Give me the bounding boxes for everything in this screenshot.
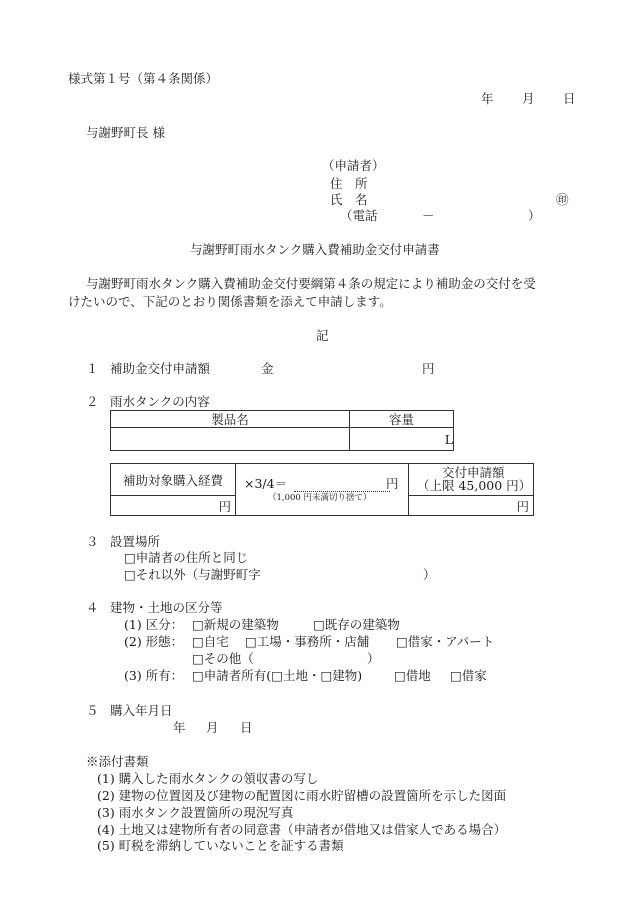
cost-label: 補助対象購入経費: [122, 472, 223, 488]
rounding-note: （1,000 円未満切り捨て）: [268, 493, 372, 503]
section3-number: ３: [86, 534, 99, 549]
intro-line-1: 与謝野町雨水タンク購入費補助金交付要綱第４条の規定により補助金の交付を受: [86, 276, 536, 291]
section2-number: ２: [86, 394, 99, 409]
category-new-checkbox[interactable]: □新規の建築物: [192, 617, 279, 632]
cost-box: [110, 463, 236, 516]
product-table: [110, 410, 454, 451]
document-title: 与謝野町雨水タンク購入費補助金交付申請書: [190, 242, 440, 257]
form-other-close: ）: [367, 651, 380, 666]
form-business-checkbox[interactable]: □工場・事務所・店舗: [245, 634, 370, 649]
category-existing-checkbox[interactable]: □既存の建築物: [313, 617, 400, 632]
purchase-month: 月: [206, 720, 219, 735]
intro-line-2: けたいので、下記のとおり関係書類を添えて申請します。: [68, 294, 392, 309]
section1-yen: 円: [422, 361, 435, 376]
attachment-item: (1) 購入した雨水タンクの領収書の写し: [97, 771, 319, 786]
section4-number: ４: [86, 600, 99, 615]
ownership-rented-house-checkbox[interactable]: □借家: [450, 668, 487, 683]
attachment-item: (5) 町税を滞納していないことを証する書類: [97, 838, 344, 853]
section1-number: １: [86, 361, 99, 376]
capacity-header: 容量: [388, 412, 414, 427]
product-name-cell[interactable]: [111, 428, 349, 450]
formula-unit: 円: [386, 476, 399, 491]
date-year: 年: [481, 91, 494, 106]
ownership-leased-land-checkbox[interactable]: □借地: [394, 668, 431, 683]
form-rental-checkbox[interactable]: □借家・アパート: [396, 634, 495, 649]
section1-label: 補助金交付申請額: [110, 361, 211, 376]
applicant-label: （申請者）: [322, 158, 385, 173]
section5-number: ５: [86, 703, 99, 718]
attachment-item: (3) 雨水タンク設置箇所の現況写真: [97, 805, 294, 820]
date-month: 月: [522, 91, 535, 106]
purchase-year: 年: [173, 720, 186, 735]
category-label: (1) 区分：: [124, 617, 184, 632]
apply-limit: （上限 45,000 円）: [417, 478, 532, 493]
ki-heading: 記: [316, 328, 329, 343]
section4-label: 建物・土地の区分等: [110, 600, 223, 615]
form-type-label: (2) 形態：: [124, 634, 184, 649]
ownership-self-checkbox[interactable]: □申請者所有(□土地・□建物): [192, 668, 363, 683]
addressee: 与謝野町長 様: [86, 125, 165, 140]
cost-unit: 円: [218, 498, 231, 514]
date-day: 日: [563, 91, 576, 106]
section2-label: 雨水タンクの内容: [110, 394, 210, 409]
purchase-day: 日: [240, 720, 253, 735]
section1-kin: 金: [261, 361, 274, 376]
address-label: 住 所: [330, 176, 368, 191]
seal-mark: ㊞: [556, 192, 569, 207]
apply-label: 交付申請額: [442, 465, 505, 480]
form-number: 様式第１号（第４条関係）: [68, 71, 219, 86]
section5-label: 購入年月日: [110, 703, 173, 718]
form-home-checkbox[interactable]: □自宅: [192, 634, 229, 649]
apply-unit: 円: [516, 498, 529, 514]
phone-close: ）: [528, 208, 541, 223]
ownership-label: (3) 所有：: [124, 668, 184, 683]
phone-label: （電話: [340, 208, 378, 223]
apply-box: [408, 463, 534, 516]
formula-box: [235, 463, 409, 516]
capacity-unit: L: [444, 431, 453, 447]
name-label: 氏 名: [330, 192, 368, 207]
form-other-checkbox[interactable]: □その他（: [192, 651, 254, 666]
section3-label: 設置場所: [110, 534, 161, 549]
product-name-header: 製品名: [211, 412, 249, 427]
location-other-close: ）: [423, 567, 436, 582]
location-other-checkbox[interactable]: □それ以外（与謝野町字: [124, 567, 261, 582]
attachments-title: ※添付書類: [86, 754, 149, 769]
location-same-checkbox[interactable]: □申請者の住所と同じ: [124, 550, 249, 565]
attachment-item: (2) 建物の位置図及び建物の配置図に雨水貯留槽の設置箇所を示した図面: [97, 788, 507, 803]
attachment-item: (4) 土地又は建物所有者の同意書（申請者が借地又は借家人である場合）: [97, 822, 507, 837]
formula-multiplier: ×3/4＝: [244, 476, 288, 491]
phone-dash: －: [422, 208, 435, 223]
